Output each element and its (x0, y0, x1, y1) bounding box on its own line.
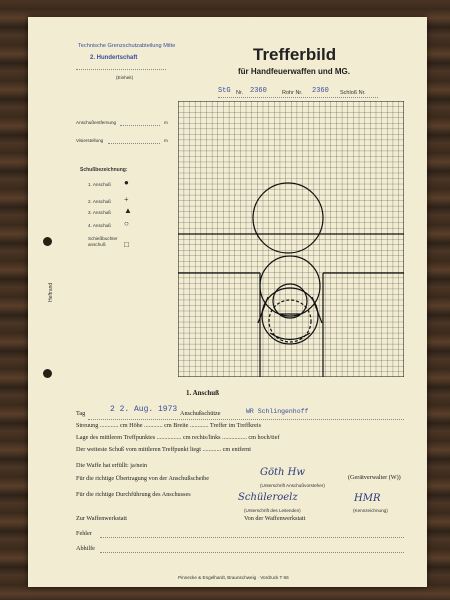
unit-stamp-sub: 2. Hundertschaft (90, 55, 138, 61)
streuung-row: Streuung ............ cm Höhe ............ cm Breite ............ Treffer im Treffkreis (76, 422, 262, 429)
target-grid (178, 101, 404, 377)
signature-2-caption: (Unterschrift des Leitenden) (244, 508, 301, 513)
unit-caption: (Einheit) (116, 75, 134, 80)
distance-line (120, 125, 160, 126)
filled-dot-icon: ● (124, 178, 129, 187)
shooter-value: WR Schlingenhoff (246, 408, 309, 415)
date-value: 2 2. Aug. 1973 (110, 405, 178, 414)
durchfuehrung-row: Für die richtige Durchführung des Anschusses (76, 491, 191, 498)
printer-imprint: Pinnecke & Engelhardt, Braunschweig · Vordruck T 66 (178, 575, 289, 580)
distance-label: Anschußentfernung (76, 120, 117, 125)
weapon-type: StG (218, 87, 231, 95)
fold-margin-label: Heftrand (48, 282, 54, 302)
weapon-number: 2360 (250, 87, 267, 95)
von-werkstatt-row: Von der Waffenwerkstatt (244, 515, 306, 522)
triangle-icon: ▲ (124, 206, 132, 215)
legend-label-1: 1. Anschuß (88, 182, 111, 187)
tag-line (88, 419, 404, 420)
nr-label: Nr. (236, 90, 244, 96)
signature-3-caption: (Kennzeichnung) (353, 508, 388, 513)
fehler-row: Fehler (76, 530, 92, 537)
lage-row: Lage des mittleren Treffpunktes ................ cm rechts/links ................ cm hoch/tief (76, 434, 280, 441)
schloss-label: Schloß Nr. (340, 90, 366, 96)
rohr-number: 2360 (312, 87, 329, 95)
page-title: Trefferbild (253, 45, 337, 64)
signature-3: HMR (354, 493, 381, 504)
fehler-line (100, 537, 404, 538)
page-subtitle: für Handfeuerwaffen und MG. (238, 67, 350, 76)
rohr-label: Rohr Nr. (282, 90, 303, 96)
form-heading: 1. Anschuß (186, 389, 220, 397)
nr-line (218, 97, 378, 98)
distance-unit: m (164, 120, 168, 125)
square-icon: □ (124, 240, 129, 249)
unit-line (76, 69, 166, 70)
punch-hole (43, 237, 52, 246)
signature-1: Göth Hw (260, 467, 305, 478)
abhilfe-line (100, 552, 404, 553)
abhilfe-row: Abhilfe (76, 545, 95, 552)
punch-hole (43, 369, 52, 378)
sight-label: Visierstellung (76, 138, 104, 143)
weitester-schuss-row: Der weiteste Schuß vom mittleren Treffpunkt liegt ............ cm entfernt (76, 446, 251, 453)
signature-1-caption: (Unterschrift Anschußvorsteher) (260, 483, 325, 488)
sight-unit: m (164, 138, 168, 143)
legend-label-4: 4. Anschuß (88, 223, 111, 228)
shooter-label: Anschußschütze (180, 410, 221, 417)
legend-label-3: 3. Anschuß (88, 210, 111, 215)
plus-icon: + (124, 195, 129, 204)
unit-stamp: Technische Grenzschutzabteilung Mitte (78, 43, 176, 49)
target-sheet (28, 17, 427, 587)
tag-label: Tag (76, 410, 86, 417)
legend-label-2: 2. Anschuß (88, 199, 111, 204)
legend-title: Schußbezeichnung: (80, 167, 128, 173)
erfuellt-row: Die Waffe hat erfüllt: ja/nein (76, 462, 148, 469)
legend-label-5: Schießbuchter anschuß (88, 236, 118, 247)
sight-line (108, 143, 160, 144)
rank-title: (Gerätverwalter (W)) (348, 474, 401, 481)
uebertragung-row: Für die richtige Übertragung von der Anschußscheibe (76, 475, 209, 482)
zur-werkstatt-row: Zur Waffenwerkstatt (76, 515, 127, 522)
circle-icon: ○ (124, 219, 129, 228)
signature-2: Schüleroelz (238, 492, 298, 503)
